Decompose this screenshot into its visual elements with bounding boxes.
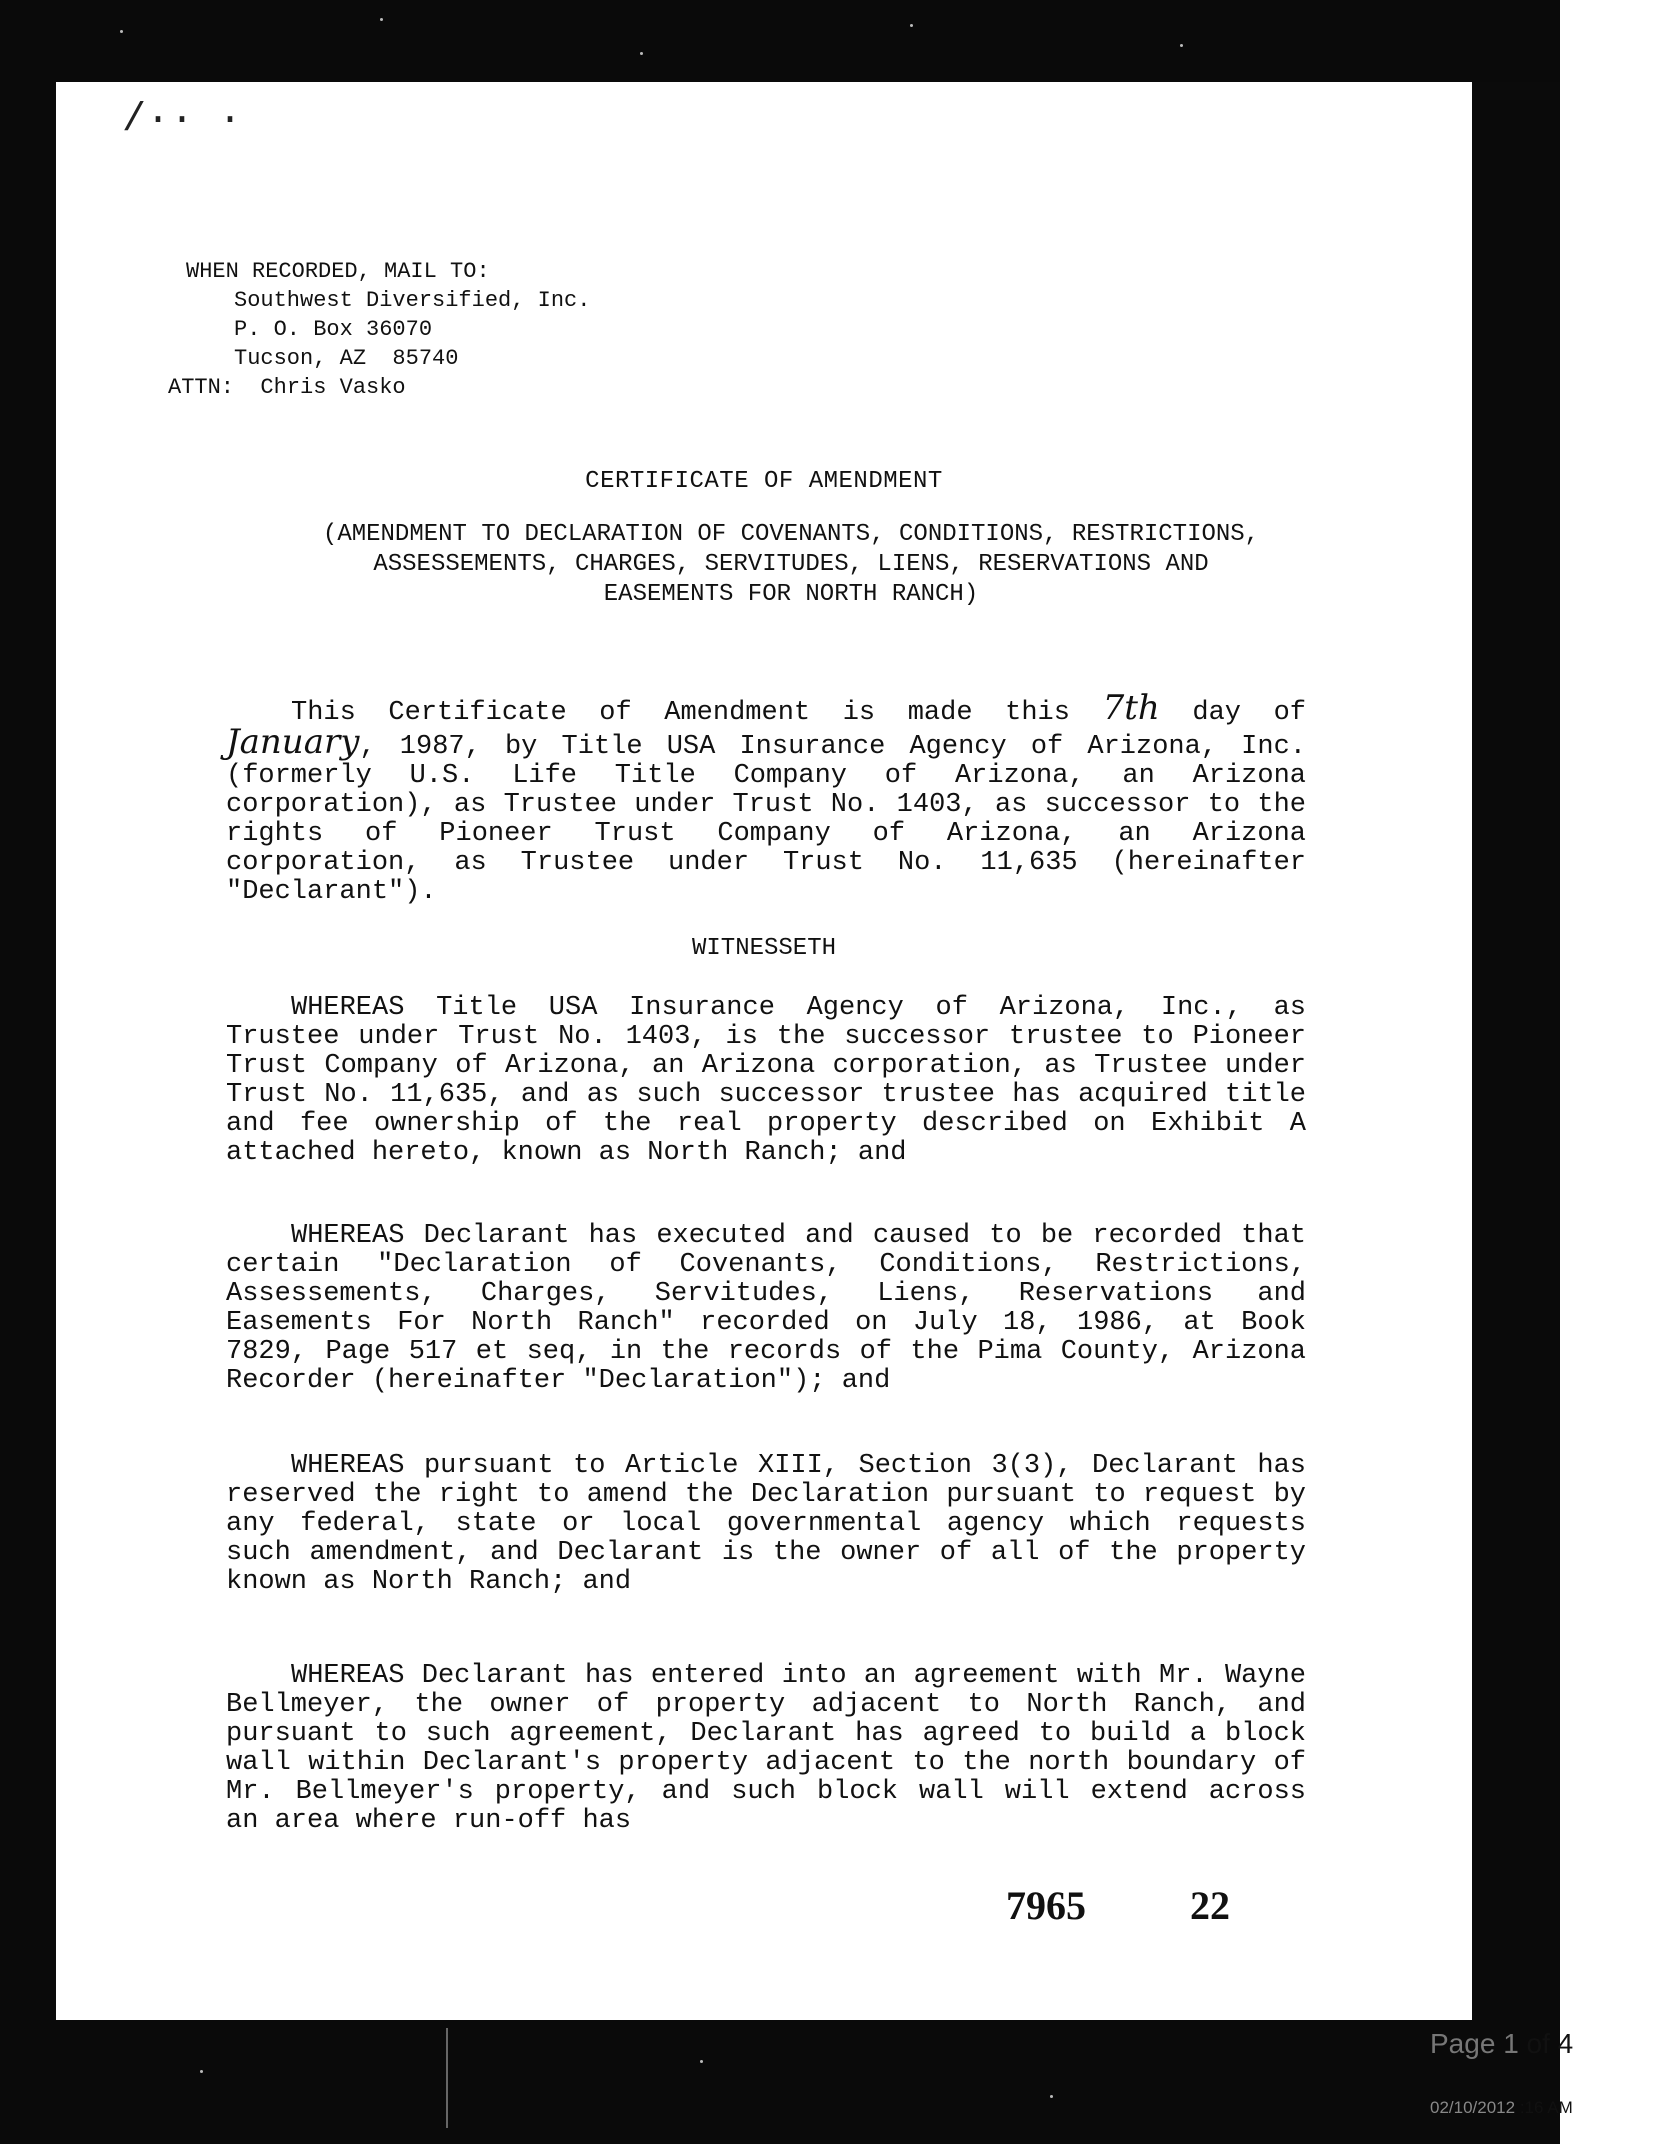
- handwritten-day: 7th: [1102, 688, 1160, 728]
- paragraph-text: WHEREAS Declarant has entered into an agreement with Mr. Wayne Bellmeyer, the owner of property adjacent to North Ranch, and pursuant to such agreement, Declarant has agreed to build a block wall within Declarant's property adjacent to the north boundary of Mr. Bellmeyer's property, and such block wall will extend across an area where run-off has: [226, 1661, 1306, 1836]
- scan-speck: [640, 52, 643, 55]
- corner-scribble: /·· ·: [122, 98, 243, 143]
- page-total: of 4: [1526, 2028, 1574, 2059]
- scan-left-border: [0, 0, 55, 2020]
- timestamp-time: :16 AM: [1519, 2098, 1573, 2117]
- document-title: CERTIFICATE OF AMENDMENT: [585, 468, 943, 495]
- paragraph-text: WHEREAS pursuant to Article XIII, Section 3(3), Declarant has reserved the right to amend the Declaration pursuant to request by any federal, state or local governmental agency which requests such amendment, and Declarant is the owner of all of the property known as North Ranch; and: [226, 1451, 1306, 1597]
- page-number: 1: [1503, 2028, 1519, 2059]
- scan-top-border: [0, 0, 1560, 82]
- scan-divider: [446, 2028, 448, 2128]
- page-label: Page: [1430, 2028, 1496, 2059]
- scan-speck: [700, 2060, 703, 2063]
- whereas-paragraph-4: [226, 1662, 1306, 1836]
- whereas-paragraph-3: [226, 1452, 1306, 1597]
- recording-page-number: 22: [1190, 1883, 1230, 1928]
- whereas-paragraph-2: [226, 1222, 1306, 1396]
- scan-speck: [380, 18, 383, 21]
- mail-to-company: Southwest Diversified, Inc.: [234, 288, 591, 313]
- scan-speck: [910, 24, 913, 27]
- mail-to-block: [168, 257, 591, 402]
- scan-speck: [200, 2070, 203, 2073]
- handwritten-month: January: [226, 722, 360, 762]
- intro-part3: , 1987, by Title USA Insurance Agency of Arizona, Inc. (formerly U.S. Life Title Company of Arizona, an Arizona corporation), as Trustee under Trust No. 1403, as successor to the rights of Pioneer Trust Company of Arizona, an Arizona corporation, as Trustee under Trust No. 11,635 (hereinafter "Declarant").: [226, 732, 1306, 907]
- mail-to-po-box: P. O. Box 36070: [234, 317, 433, 342]
- intro-paragraph: [226, 688, 1306, 907]
- scan-bottom-border: [0, 2020, 1560, 2144]
- timestamp: [1430, 2098, 1573, 2118]
- mail-to-heading: WHEN RECORDED, MAIL TO:: [186, 259, 490, 284]
- recording-book-number: 7965: [1006, 1883, 1086, 1928]
- mail-to-city: Tucson, AZ 85740: [234, 346, 459, 371]
- page-indicator: [1430, 2028, 1573, 2060]
- intro-part1: This Certificate of Amendment is made this: [291, 698, 1070, 728]
- mail-to-attn: ATTN: Chris Vasko: [168, 375, 406, 400]
- whereas-paragraph-1: [226, 994, 1306, 1168]
- paragraph-text: WHEREAS Title USA Insurance Agency of Arizona, Inc., as Trustee under Trust No. 1403, is the successor trustee to Pioneer Trust Company of Arizona, an Arizona corporation, as Trustee under Trust No. 11,635, and as such successor trustee has acquired title and fee ownership of the real property described on Exhibit A attached hereto, known as North Ranch; and: [226, 993, 1306, 1168]
- paragraph-text: WHEREAS Declarant has executed and caused to be recorded that certain "Declaration of Covenants, Conditions, Restrictions, Assessements, Charges, Servitudes, Liens, Reservations and Easements For North Ranch" recorded on July 18, 1986, at Book 7829, Page 517 et seq, in the records of the Pima County, Arizona Recorder (hereinafter "Declaration"); and: [226, 1221, 1306, 1396]
- scan-right-margin: [1560, 0, 1664, 2144]
- intro-part2: day of: [1192, 698, 1306, 728]
- scan-speck: [120, 30, 123, 33]
- timestamp-date: 02/10/2012: [1430, 2098, 1516, 2117]
- document-page: [56, 82, 1472, 2020]
- document-subtitle: (AMENDMENT TO DECLARATION OF COVENANTS, CONDITIONS, RESTRICTIONS, ASSESSEMENTS, CHARGES, SERVITUDES, LIENS, RESERVATIONS AND EASEMENTS FOR NORTH RANCH): [322, 521, 1260, 608]
- witnesseth-heading: WITNESSETH: [691, 935, 837, 962]
- scan-speck: [1180, 44, 1183, 47]
- scan-right-border: [1472, 100, 1560, 2020]
- scan-speck: [1050, 2095, 1053, 2098]
